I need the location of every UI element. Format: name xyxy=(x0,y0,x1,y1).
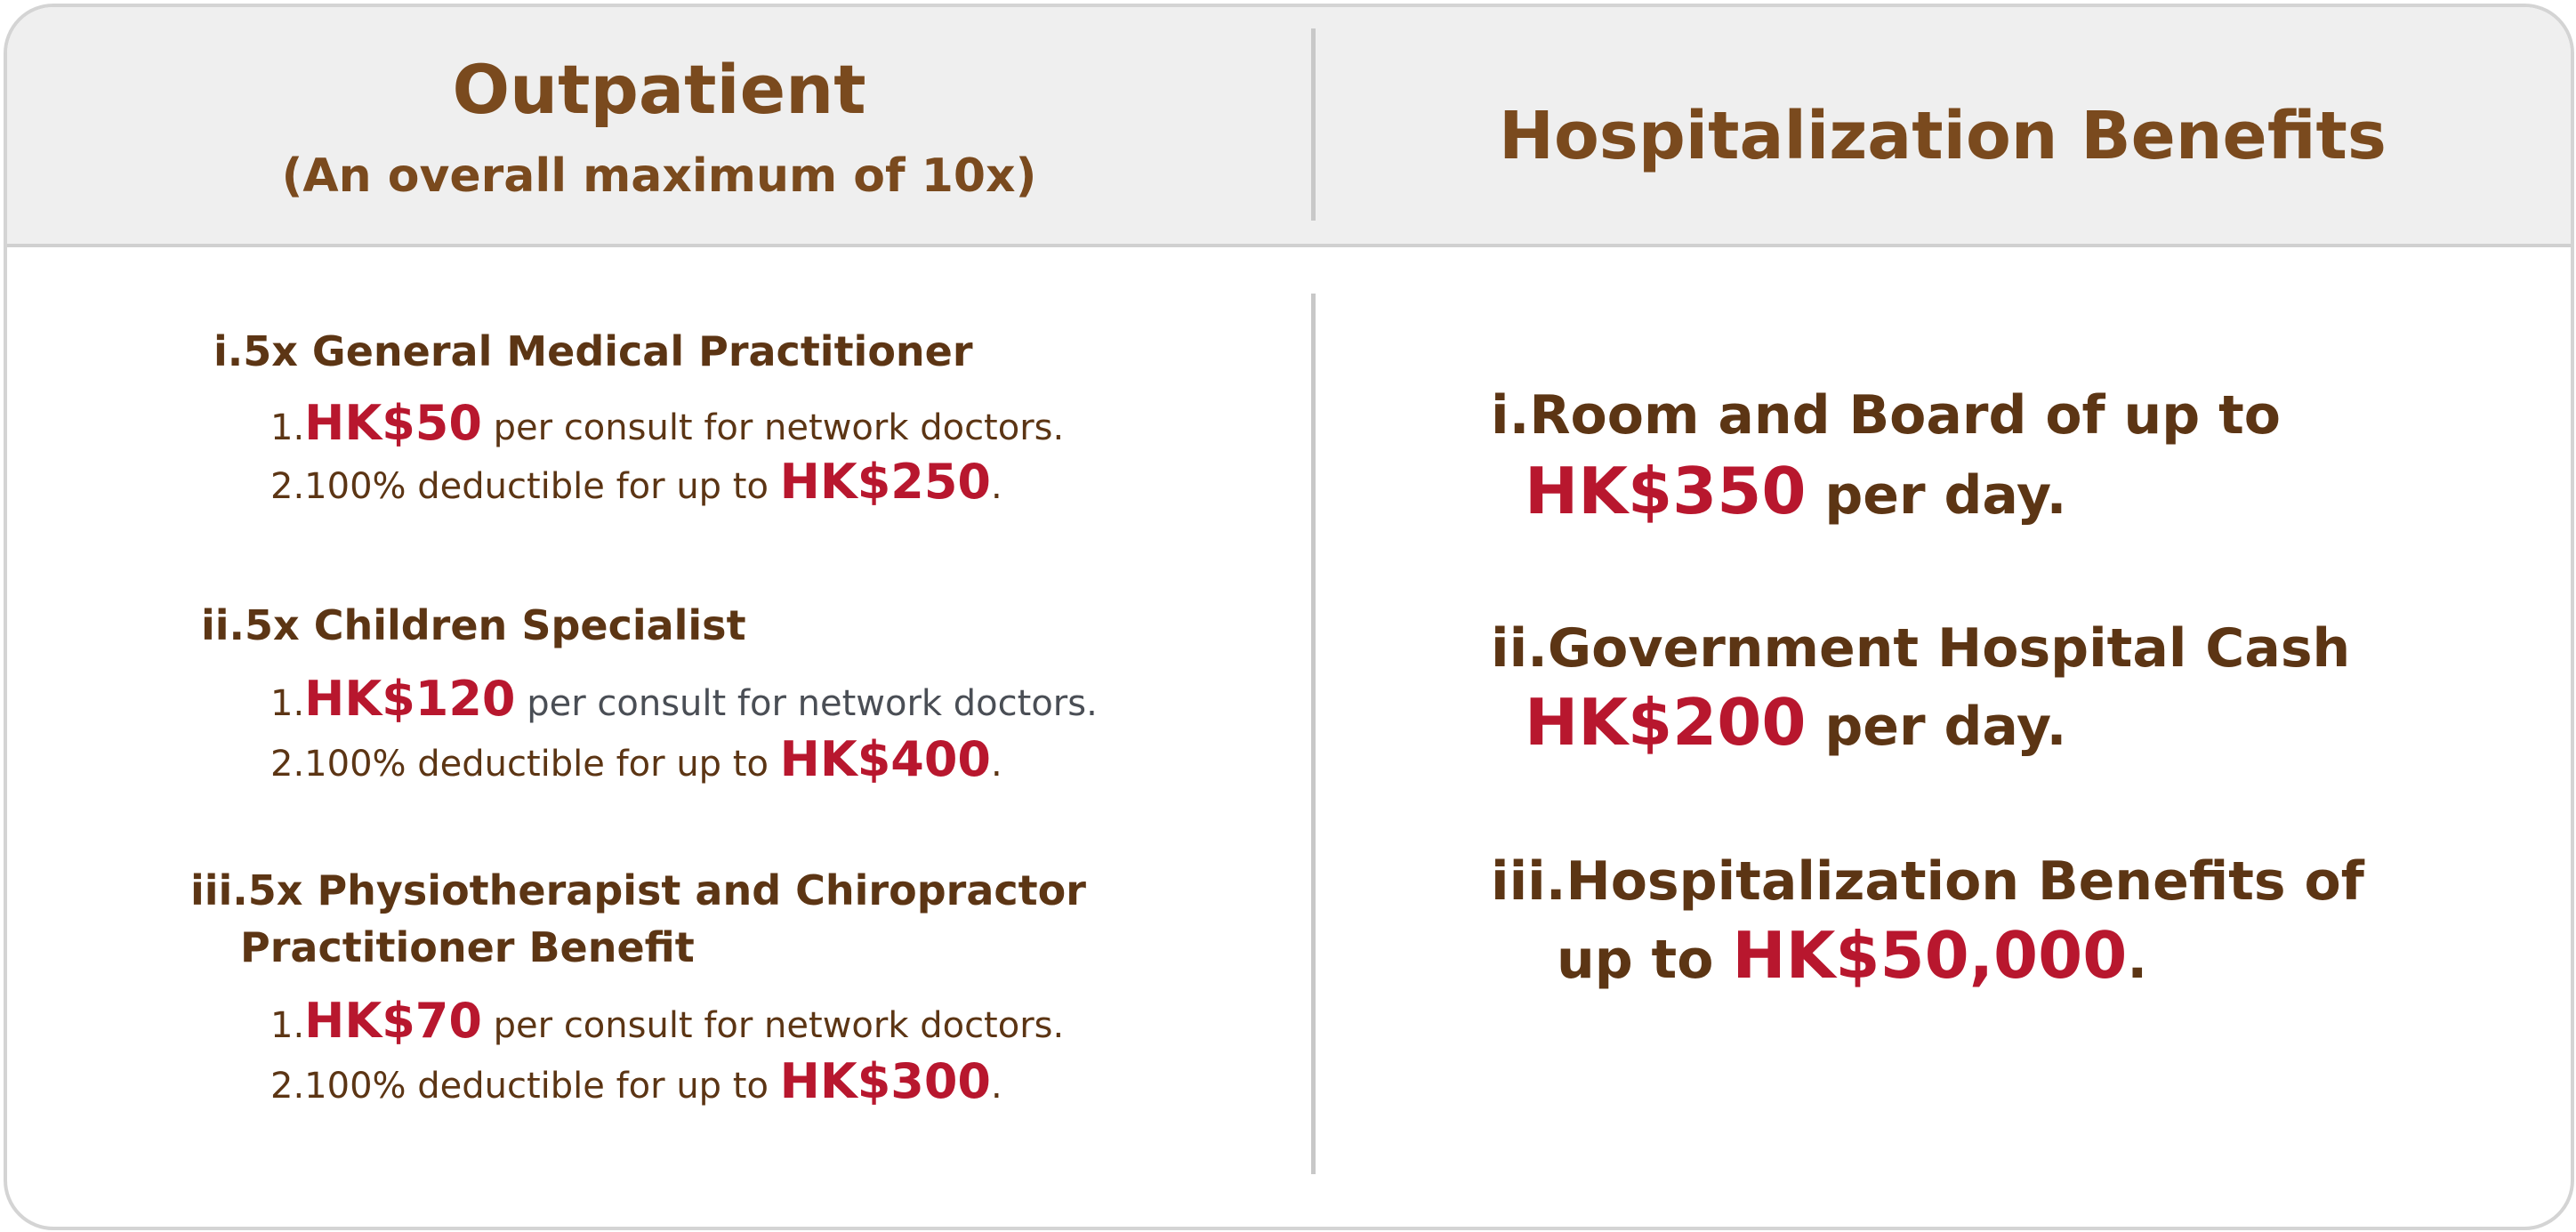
benefits-card xyxy=(4,4,2574,1230)
item-end: . xyxy=(991,466,1002,507)
item-text: per day. xyxy=(1806,464,2067,527)
item-number: 2. xyxy=(270,1066,305,1107)
section-physiotherapist-heading: iii.5x Physiotherapist and Chiropractor xyxy=(190,866,1086,914)
section-children-specialist-heading: ii.5x Children Specialist xyxy=(201,601,746,649)
list-item xyxy=(270,671,1098,727)
hospitalization-title: Hospitalization Benefits xyxy=(1499,98,2387,174)
list-item xyxy=(270,731,1002,787)
amount: HK$400 xyxy=(779,731,991,787)
room-and-board-amount xyxy=(1525,454,2066,528)
item-number: 2. xyxy=(270,744,305,785)
government-hospital-cash-label: ii.Government Hospital Cash xyxy=(1491,617,2351,680)
item-number: 1. xyxy=(270,407,305,448)
item-text: 100% deductible for up to xyxy=(304,466,780,507)
amount: HK$300 xyxy=(779,1053,991,1109)
item-number: 1. xyxy=(270,1005,305,1046)
amount: HK$200 xyxy=(1525,685,1807,760)
amount: HK$50,000 xyxy=(1732,918,2128,993)
outpatient-title: Outpatient xyxy=(452,50,866,129)
item-text: 100% deductible for up to xyxy=(304,1066,780,1107)
item-text: 100% deductible for up to xyxy=(304,744,780,785)
room-and-board-label: i.Room and Board of up to xyxy=(1491,384,2281,447)
item-end: . xyxy=(991,1066,1002,1107)
section-general-practitioner-heading: i.5x General Medical Practitioner xyxy=(213,327,973,375)
hospitalization-benefits-amount xyxy=(1557,918,2147,993)
item-text: per day. xyxy=(1806,696,2067,758)
amount: HK$70 xyxy=(304,993,482,1049)
amount: HK$120 xyxy=(304,671,516,727)
section-physiotherapist-heading-cont: Practitioner Benefit xyxy=(240,923,695,971)
column-divider xyxy=(1311,294,1316,1174)
list-item xyxy=(270,395,1064,451)
amount: HK$250 xyxy=(779,454,991,510)
item-end: . xyxy=(991,744,1002,785)
list-item xyxy=(270,1053,1002,1109)
list-item xyxy=(270,454,1002,510)
hospitalization-benefits-label: iii.Hospitalization Benefits of xyxy=(1491,850,2364,913)
item-text: per consult for network doctors. xyxy=(481,407,1065,448)
amount: HK$50 xyxy=(304,395,482,451)
item-text: per consult for network doctors. xyxy=(481,1005,1065,1046)
government-hospital-cash-amount xyxy=(1525,685,2066,760)
item-end: . xyxy=(2127,929,2148,991)
item-text: per consult for network doctors. xyxy=(515,683,1098,724)
amount: HK$350 xyxy=(1525,454,1807,528)
item-text: up to xyxy=(1557,929,1733,991)
item-number: 2. xyxy=(270,466,305,507)
outpatient-subtitle: (An overall maximum of 10x) xyxy=(281,149,1037,203)
list-item xyxy=(270,993,1064,1049)
item-number: 1. xyxy=(270,683,305,724)
